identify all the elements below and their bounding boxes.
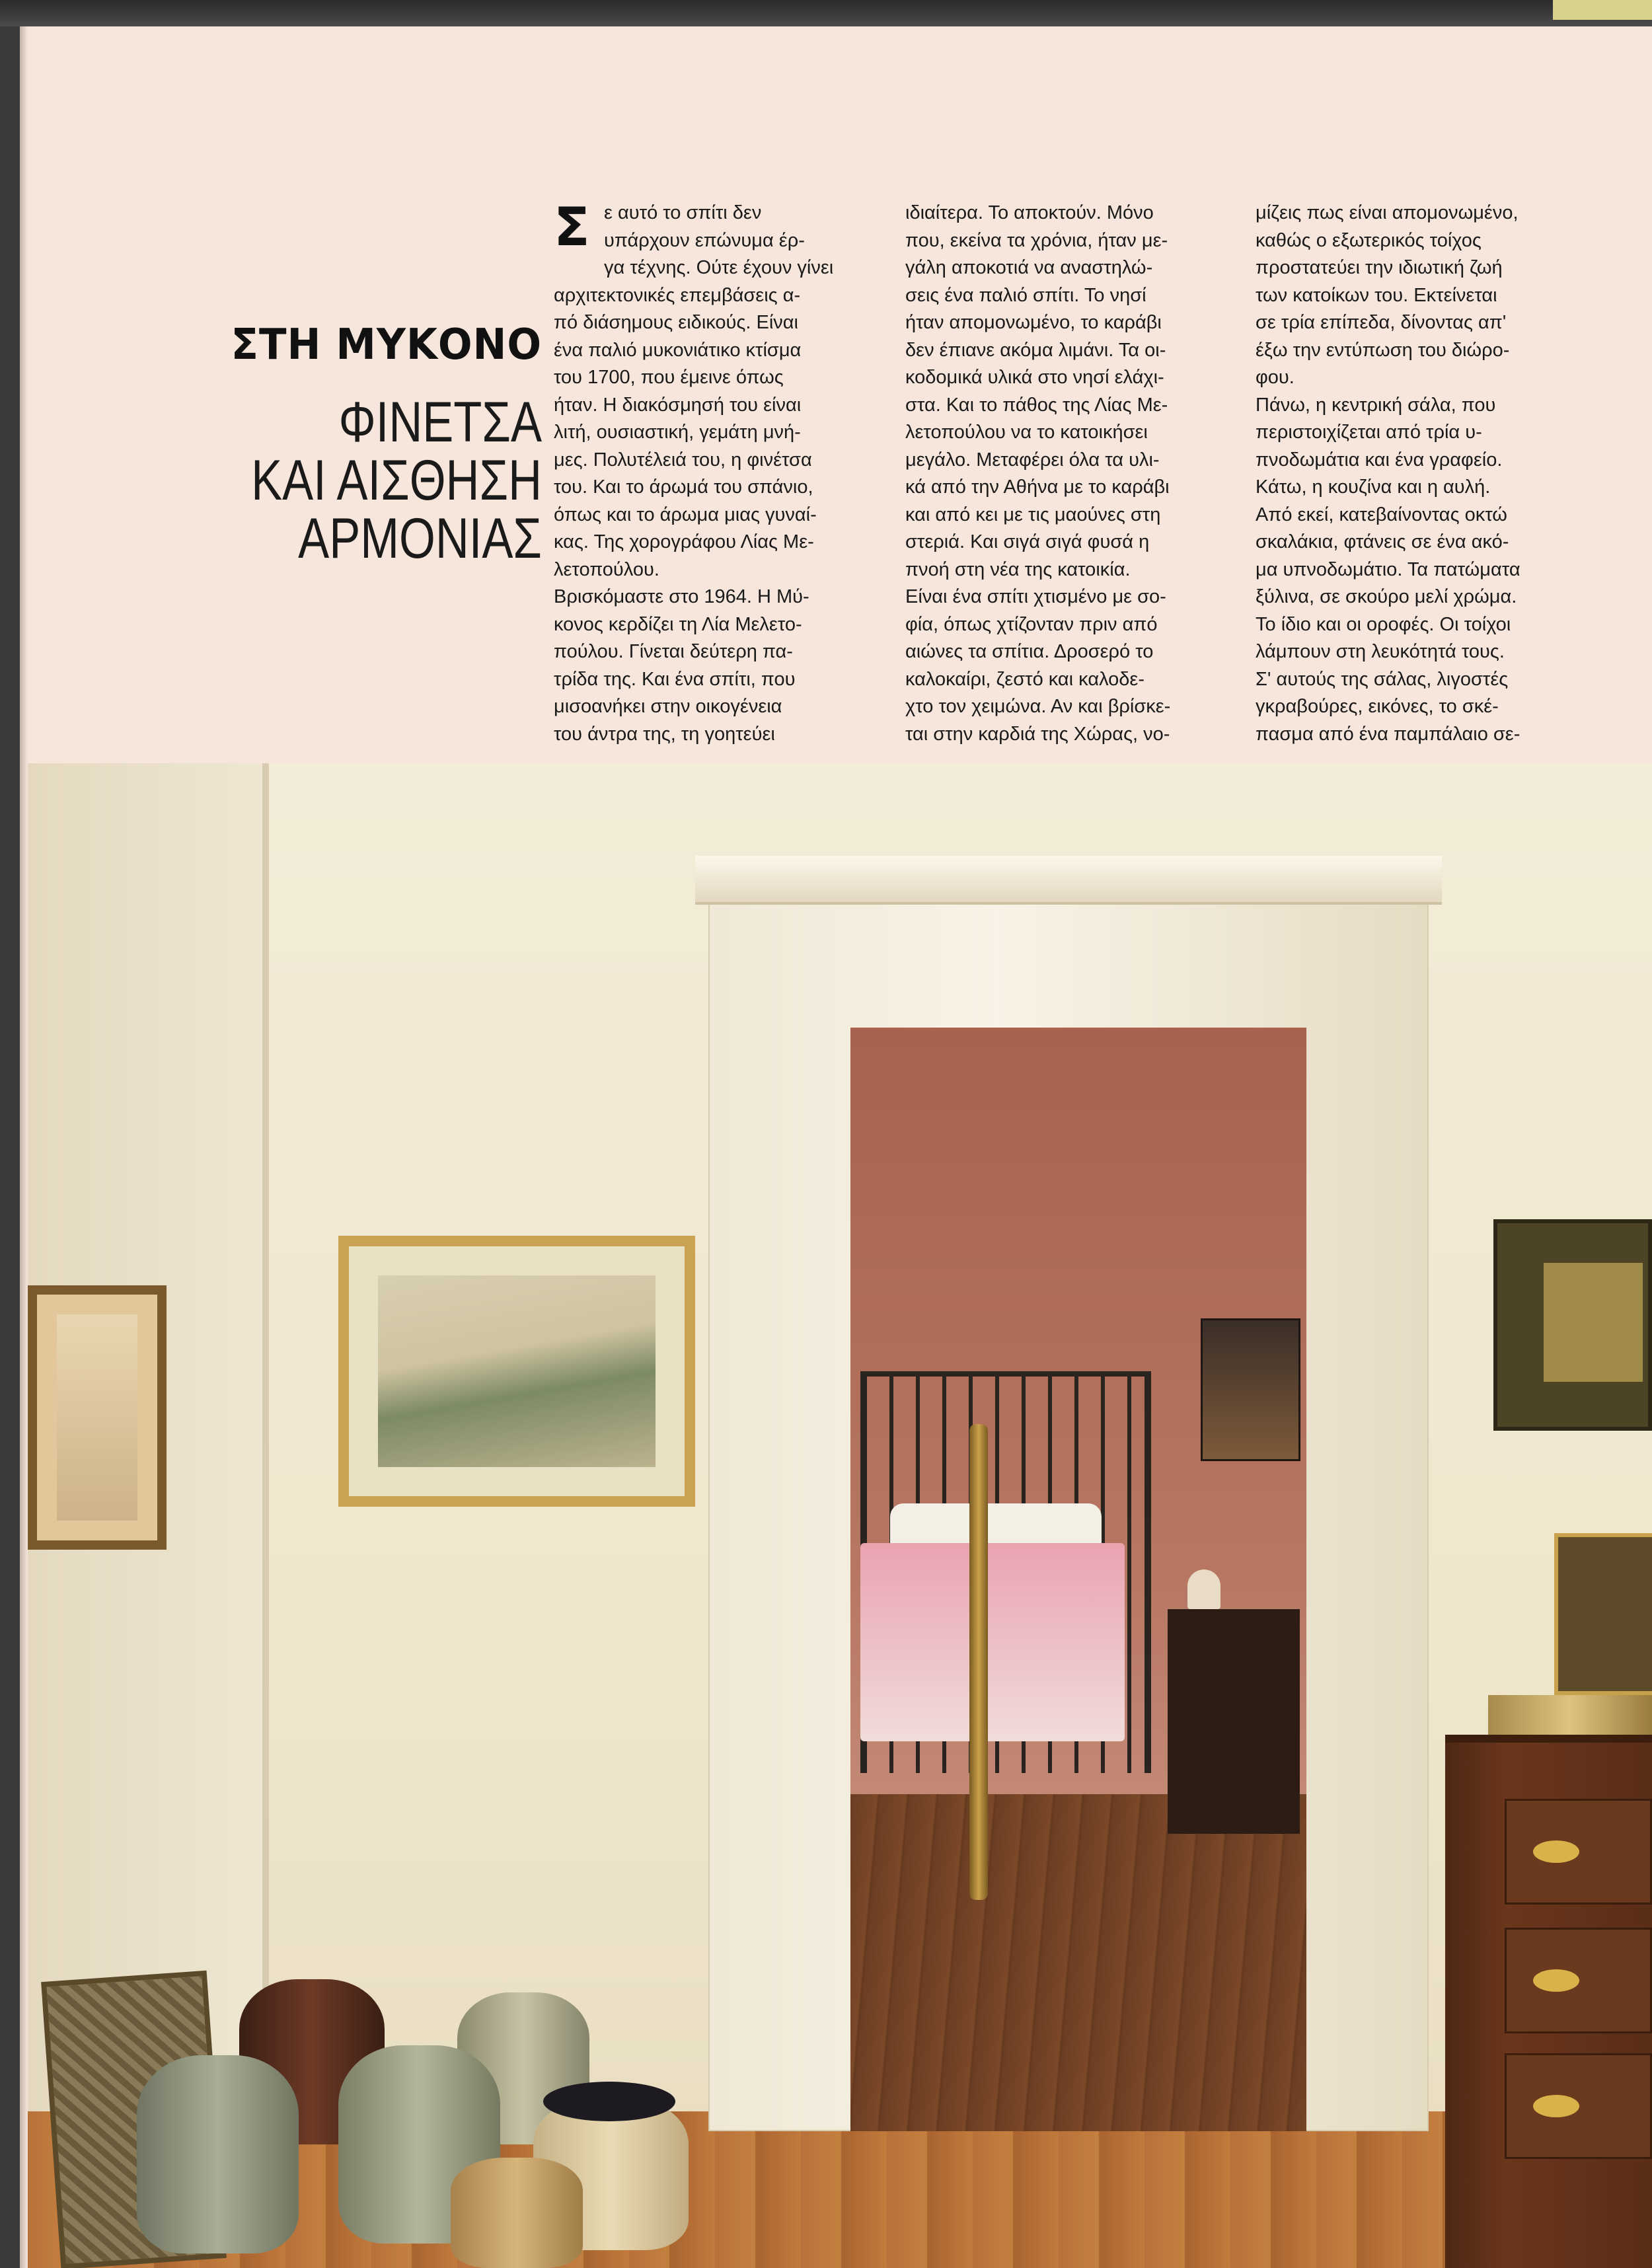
text-line: μίζεις πως είναι απομονωμένο, bbox=[1256, 202, 1519, 223]
text-line: λετοπούλου. bbox=[554, 558, 659, 580]
text-line: όπως και το άρωμα μιας γυναί- bbox=[554, 504, 817, 525]
photo-drawer bbox=[1505, 1799, 1652, 1905]
text-line: Πάνω, η κεντρική σάλα, που bbox=[1256, 394, 1496, 416]
text-line: πούλου. Γίνεται δεύτερη πα- bbox=[554, 641, 793, 662]
text-column-3 bbox=[1256, 200, 1571, 748]
article-heading: ΣΤΗ ΜΥΚΟΝΟ bbox=[231, 321, 542, 369]
text-line: πνοδωμάτια και ένα γραφείο. bbox=[1256, 449, 1503, 471]
text-line: και από κει με τις μαούνες στη bbox=[905, 504, 1161, 525]
photo-door-cornice bbox=[695, 856, 1442, 905]
text-column-2 bbox=[905, 200, 1221, 748]
text-line: Σ' αυτούς της σάλας, λιγοστές bbox=[1256, 668, 1509, 690]
text-line: κοδομικά υλικά στο νησί ελάχι- bbox=[905, 367, 1164, 388]
text-line: Κάτω, η κουζίνα και η αυλή. bbox=[1256, 476, 1491, 498]
text-line: Από εκεί, κατεβαίνοντας οκτώ bbox=[1256, 504, 1507, 525]
text-line: του 1700, που έμεινε όπως bbox=[554, 367, 784, 388]
text-line: μα υπνοδωμάτιο. Τα πατώματα bbox=[1256, 558, 1521, 580]
text-line: κά από την Αθήνα με το καράβι bbox=[905, 476, 1170, 498]
photo-framed-print-left bbox=[28, 1285, 167, 1550]
text-line: κας. Της χορογράφου Λίας Με- bbox=[554, 531, 814, 552]
article-subtitle bbox=[239, 393, 542, 568]
text-line: ξύλινα, σε σκούρο μελί χρώμα. bbox=[1256, 586, 1517, 607]
text-line: πνοή στη νέα της κατοικία. bbox=[905, 558, 1131, 580]
photo-brass-boxes bbox=[1488, 1695, 1652, 1735]
text-line: του άντρα της, τη γοητεύει bbox=[554, 723, 775, 745]
subtitle-line: ΦΙΝΕΤΣΑ bbox=[338, 391, 542, 454]
photo-doorway-bedroom bbox=[850, 1028, 1306, 2131]
text-line: πασμα από ένα παμπάλαιο σε- bbox=[1256, 723, 1521, 745]
text-line: στα. Και το πάθος της Λίας Με- bbox=[905, 394, 1168, 416]
text-line: ήταν απομονωμένο, το καράβι bbox=[905, 312, 1162, 333]
photo-night-table bbox=[1168, 1609, 1300, 1834]
scan-edge-tab bbox=[1553, 0, 1652, 20]
text-line: προστατεύει την ιδιωτική ζωή bbox=[1256, 257, 1503, 278]
text-column-1 bbox=[554, 196, 870, 748]
text-line: σε τρία επίπεδα, δίνοντας απ' bbox=[1256, 312, 1507, 333]
text-line: τρίδα της. Και ένα σπίτι, που bbox=[554, 668, 796, 690]
photo-chest-of-drawers bbox=[1445, 1735, 1652, 2268]
text-line: ένα παλιό μυκονιάτικο κτίσμα bbox=[554, 339, 802, 361]
photo-drawer-handle bbox=[1533, 1840, 1579, 1863]
text-line: κονος κερδίζει τη Λία Μελετο- bbox=[554, 613, 802, 635]
text-line: αρχιτεκτονικές επεμβάσεις α- bbox=[554, 284, 801, 306]
text-line: γα τέχνης. Ούτε έχουν γίνει bbox=[604, 257, 834, 278]
photo-jar-lid bbox=[543, 2082, 675, 2121]
text-line: στεριά. Και σιγά σιγά φυσά η bbox=[905, 531, 1150, 552]
text-line: λετοπούλου να το κατοικήσει bbox=[905, 422, 1148, 443]
text-line: λιτή, ουσιαστική, γεμάτη μνή- bbox=[554, 422, 801, 443]
scan-border-top bbox=[0, 0, 1652, 26]
text-line: φία, όπως χτίζονταν πριν από bbox=[905, 613, 1158, 635]
photo-jar bbox=[137, 2055, 299, 2253]
photo-brass-bedpost bbox=[969, 1424, 988, 1900]
text-line: ται στην καρδιά της Χώρας, νο- bbox=[905, 723, 1170, 745]
photo-bedcover bbox=[860, 1543, 1125, 1741]
subtitle-line: ΚΑΙ ΑΙΣΘΗΣΗ bbox=[251, 449, 542, 512]
text-line: ε αυτό το σπίτι δεν bbox=[604, 202, 762, 223]
text-line: πό διάσημους ειδικούς. Είναι bbox=[554, 312, 798, 333]
photo-bedroom-floor bbox=[850, 1794, 1306, 2131]
text-line: γκραβούρες, εικόνες, το σκέ- bbox=[1256, 696, 1499, 717]
text-line: υπάρχουν επώνυμα έρ- bbox=[604, 229, 805, 251]
subtitle-line: ΑΡΜΟΝΙΑΣ bbox=[298, 507, 542, 570]
text-line: μεγάλο. Μεταφέρει όλα τα υλι- bbox=[905, 449, 1160, 471]
text-line: Το ίδιο και οι οροφές. Οι τοίχοι bbox=[1256, 613, 1511, 635]
text-line: μισοανήκει στην οικογένεια bbox=[554, 696, 782, 717]
photo-jar bbox=[451, 2158, 583, 2268]
text-line: δεν έπιανε ακόμα λιμάνι. Τα οι- bbox=[905, 339, 1166, 361]
photo-small-icon bbox=[1554, 1533, 1652, 1695]
photo-drawer-handle bbox=[1533, 1969, 1579, 1992]
text-line: Είναι ένα σπίτι χτισμένο με σο- bbox=[905, 586, 1166, 607]
text-line: που, εκείνα τα χρόνια, ήταν με- bbox=[905, 229, 1168, 251]
text-line: καθώς ο εξωτερικός τοίχος bbox=[1256, 229, 1482, 251]
text-line: του. Και το άρωμά του σπάνιο, bbox=[554, 476, 813, 498]
photo-drawer bbox=[1505, 2053, 1652, 2159]
photo-framed-engraving bbox=[338, 1236, 695, 1507]
page-gutter bbox=[20, 26, 28, 2268]
text-line: χτο τον χειμώνα. Αν και βρίσκε- bbox=[905, 696, 1171, 717]
text-line: φου. bbox=[1256, 367, 1295, 388]
interior-photo bbox=[28, 763, 1652, 2268]
text-line: λάμπουν στη λευκότητά τους. bbox=[1256, 641, 1505, 662]
text-line: ιδιαίτερα. Το αποκτούν. Μόνο bbox=[905, 202, 1154, 223]
text-line: έξω την εντύπωση του διώρο- bbox=[1256, 339, 1510, 361]
text-line: καλοκαίρι, ζεστό και καλοδε- bbox=[905, 668, 1145, 690]
photo-drawer bbox=[1505, 1928, 1652, 2033]
text-line: μες. Πολυτέλειά του, η φινέτσα bbox=[554, 449, 812, 471]
text-line: αιώνες τα σπίτια. Δροσερό το bbox=[905, 641, 1154, 662]
text-line: Βρισκόμαστε στο 1964. Η Μύ- bbox=[554, 586, 809, 607]
text-line: γάλη αποκοτιά να αναστηλώ- bbox=[905, 257, 1153, 278]
photo-lamp bbox=[1187, 1569, 1220, 1609]
text-line: περιστοιχίζεται από τρία υ- bbox=[1256, 422, 1482, 443]
drop-cap: Σ bbox=[554, 196, 590, 258]
photo-bedroom-poster bbox=[1201, 1318, 1300, 1461]
text-line: των κατοίκων του. Εκτείνεται bbox=[1256, 284, 1497, 306]
photo-drawer-handle bbox=[1533, 2095, 1579, 2117]
text-line: σεις ένα παλιό σπίτι. Το νησί bbox=[905, 284, 1146, 306]
text-line: σκαλάκια, φτάνεις σε ένα ακό- bbox=[1256, 531, 1509, 552]
text-line: ήταν. Η διακόσμησή του είναι bbox=[554, 394, 802, 416]
photo-icon-panel bbox=[1493, 1219, 1652, 1431]
magazine-page bbox=[20, 26, 1652, 2268]
